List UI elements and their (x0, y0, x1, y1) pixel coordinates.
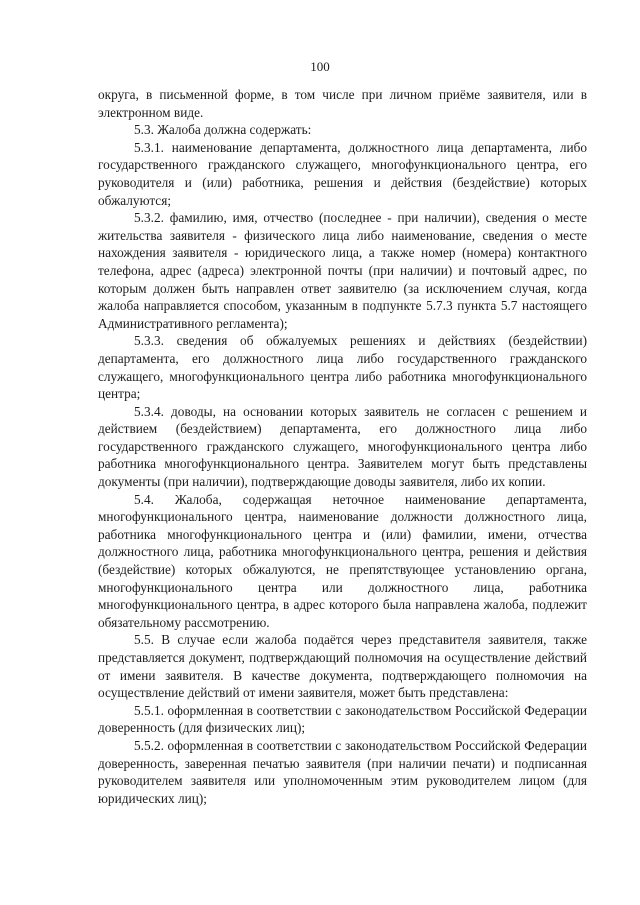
paragraph-5-3: 5.3. Жалоба должна содержать: (134, 122, 312, 138)
page-number: 100 (310, 59, 330, 74)
paragraph-5-5: 5.5. В случае если жалоба подаётся через представителя заявителя, также представляется документ, подтверждающий полномочия на осуществление действий от имени заявителя. В качестве документа, подтверждающего полномочия на осуществление действий от имени заявителя, может быть представлена: (98, 632, 587, 701)
paragraph-5-5-2: 5.5.2. оформленная в соответствии с законодательством Российской Федерации доверенность, заверенная печатью заявителя (при наличии печати) и подписанная руководителем заявителя или уполномоченным этим руководителем лицом (для юридических лиц); (98, 737, 587, 806)
paragraph-5-4: 5.4. Жалоба, содержащая неточное наименование департамента, многофункционального центра, наименование должности должностного лица, работника многофункционального центра и (или) фамилии, имени, отчества должностного лица, работника многофункционального центра, решения и действия (бездействие) которых обжалуются, не препятствующее установлению органа, многофункционального центра или должностного лица, работника многофункционального центра, в адрес которого была направлена жалоба, подлежит обязательному рассмотрению. (98, 491, 587, 630)
paragraph-5-3-1: 5.3.1. наименование департамента, должностного лица департамента, либо государственного гражданского служащего, многофункционального центра, его руководителя и (или) работника, решения и действия (бездействие) которых обжалуются; (98, 139, 587, 208)
paragraph-5-3-2: 5.3.2. фамилию, имя, отчество (последнее - при наличии), сведения о месте жительства заявителя - физического лица либо наименование, сведения о месте нахождения заявителя - юридического лица, а также номер (номера) контактного телефона, адрес (адреса) электронной почты (при наличии) и почтовый адрес, по которым должен быть направлен ответ заявителю (за исключением случая, когда жалоба направляется способом, указанным в подпункте 5.7.3 пункта 5.7 настоящего Административного регламента); (98, 210, 587, 331)
paragraph-5-5-1: 5.5.1. оформленная в соответствии с законодательством Российской Федерации доверенность (для физических лиц); (98, 702, 587, 736)
paragraph-continuation: округа, в письменной форме, в том числе при личном приёме заявителя, или в электронном виде. (98, 87, 587, 120)
paragraph-5-3-3: 5.3.3. сведения об обжалуемых решениях и действиях (бездействии) департамента, его должностного лица либо государственного гражданского служащего, многофункционального центра либо работника многофункционального центра; (98, 333, 587, 402)
document-body (98, 86, 587, 807)
paragraph-5-3-4: 5.3.4. доводы, на основании которых заявитель не согласен с решением и действием (бездействием) департамента, его должностного лица либо государственного гражданского служащего, многофункционального центра либо работника многофункционального центра. Заявителем могут быть представлены документы (при наличии), подтверждающие доводы заявителя, либо их копии. (98, 403, 587, 490)
